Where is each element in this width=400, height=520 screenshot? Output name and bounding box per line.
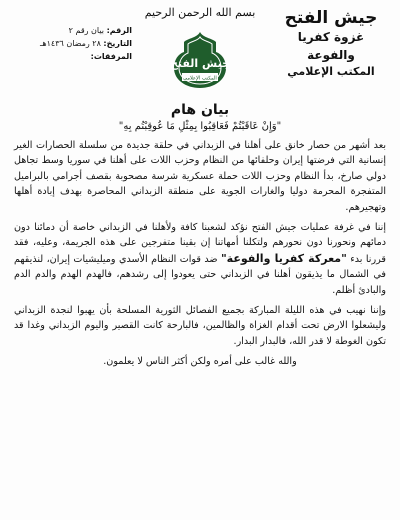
paragraph-1: بعد أشهر من حصار خانق على أهلنا في الزبداني في حلقة جديدة من سلسلة الحصارات الغير إنسانية التي فرضتها إيران وحلفائها من النظام وحزب اللات على أهلنا في سوريا وسط تجاهل دولي صارخ، بدأ النظام وحزب اللات حملة عسكرية شرسة مصحوبة بقصف أجرامي بالبراميل المتفجرة المحرمة دوليا والغارات الجوية على منطقة الزبداني المحاصرة بهدف إبادة أهلها وتهجيرهم. [14, 140, 386, 213]
org-name: جيش الفتح [284, 8, 378, 28]
statement-headline: بيان هام [170, 102, 230, 118]
bismillah: بسم الله الرحمن الرحيم [144, 6, 256, 19]
operation-name: غزوة كفريا والفوعة [297, 30, 365, 62]
emblem-logo-icon [166, 28, 234, 92]
svg-text:المكتب الإعلامي: المكتب الإعلامي [183, 75, 217, 82]
meta-date: التاريخ: ٢٨ رمضان ١٤٣٦هـ [40, 39, 132, 48]
quran-verse: "وَإِنْ عَاقَبْتُمْ فَعَاقِبُوا بِمِثْلِ مَا عُوقِبْتُم بِهِ" [118, 121, 282, 132]
statement-body [14, 138, 386, 375]
document-meta [12, 24, 132, 63]
org-block [272, 8, 390, 80]
meta-attachments: المرفقات: [90, 52, 132, 61]
battle-name: "معركة كفريا والفوعة" [220, 251, 347, 265]
svg-text:جيش الفتح: جيش الفتح [169, 57, 231, 70]
paragraph-3: وإننا نهيب في هذه الليلة المباركة بجميع الفصائل الثورية المسلحة بأن يهبوا لنجدة الزبداني وليشعلوا الارض تحت أقدام الغزاة والظالمين، فالبارحة كانت القصير واليوم الزبداني وغدا قد تكون الغوطة لا قدر الله، فالبدار البدار. [14, 305, 386, 347]
meta-number: الرقم: بيان رقم ٢ [68, 26, 132, 35]
closing-line: والله غالب على أمره ولكن أكثر الناس لا يعلمون. [103, 356, 297, 368]
paragraph-2: إننا في غرفة عمليات جيش الفتح نؤكد لشعبنا كافة ولأهلنا في الزبداني خاصة أن دمائنا دون دمائهم ونحورنا دون نحورهم ولتكلنا أمهاتنا إن بقينا متفرجين على هذه الجريمة، وعليه، فقد قررنا بدء "معركة كفريا والفوعة" ضد قوات النظام الأسدي وميليشيات إيران، لنذيقهم في الشمال ما يذيقون أهلنا في الزبداني حتى يعودوا إلى رشدهم، فالهدم الهدم والدم الدم والبادئ أظلم. [14, 222, 386, 296]
office-name: المكتب الإعلامي [287, 65, 375, 78]
